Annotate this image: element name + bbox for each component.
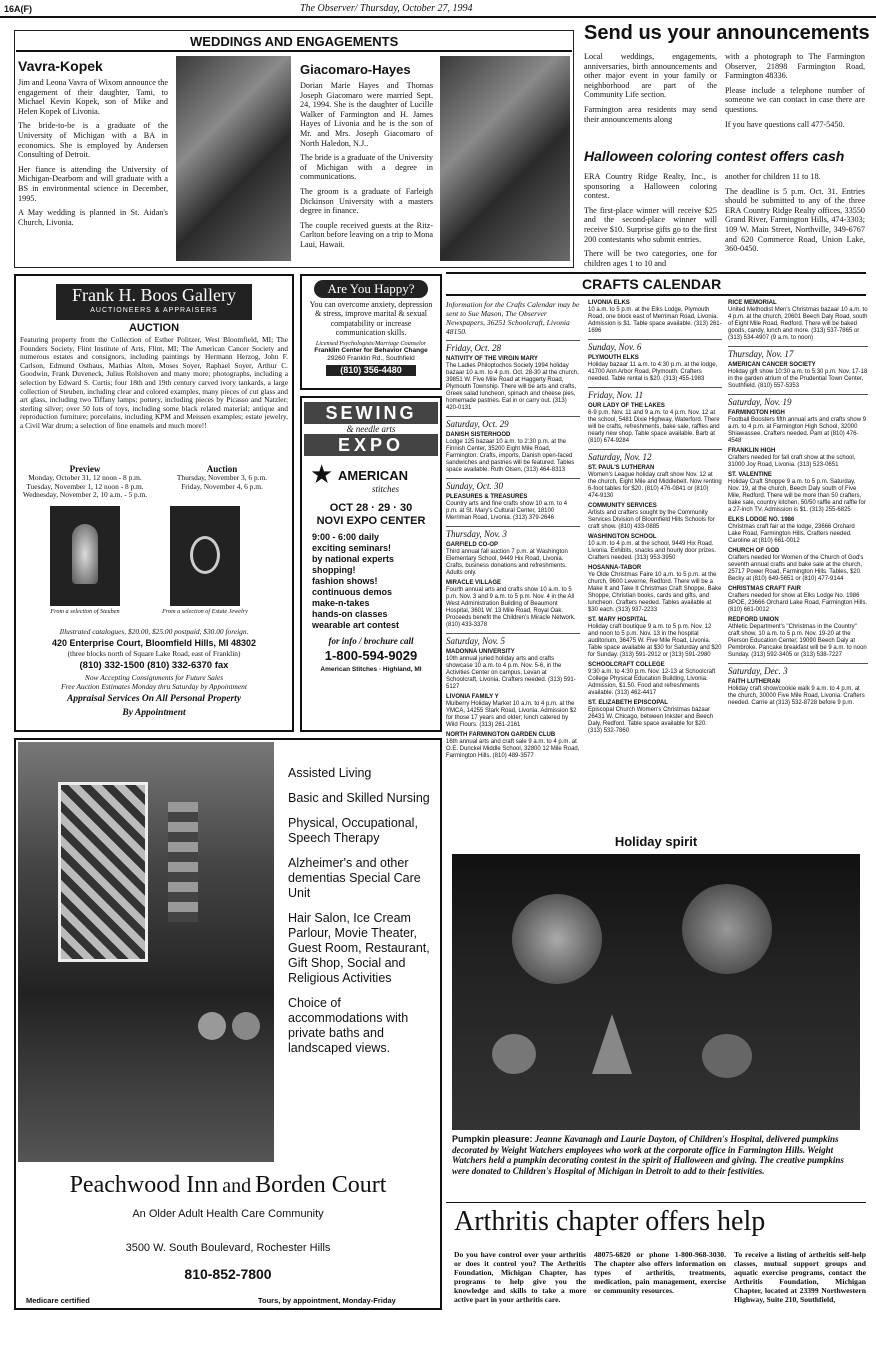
pumpkin-icon: [492, 1034, 536, 1074]
boos-preview-line: Tuesday, November 1, 12 noon - 8 p.m.: [26, 481, 144, 491]
expo-expo: EXPO: [304, 434, 438, 456]
person-icon: [682, 884, 772, 974]
crafts-event-body: Lodge 125 bazaar 10 a.m. to 2:30 p.m. at the Finnish Center, 35200 Eight Mile Road, Farmington. Crafts, imports, Danish open-faced sandwiches and pastries will be featured. Tables space available. Ruth Olsen, (313) 464-8313: [446, 439, 575, 473]
crafts-event-title: LIVONIA ELKS: [588, 300, 630, 306]
boos-logo-text: Frank H. Boos Gallery: [72, 285, 236, 305]
crafts-event-title: SCHOOLCRAFT COLLEGE: [588, 662, 665, 668]
crafts-event-body: 6-9 p.m. Nov. 11 and 9 a.m. to 4 p.m. Nov. 12 at the school, 5481 Dixie Highway, Waterford. There will be crafts, refreshments, bake sale, raffles and nearly new shop. Table space available. Barb at (810) 674-9284: [588, 410, 720, 444]
expo-item: fashion shows!: [312, 576, 378, 586]
crafts-event-body: Third annual fall auction 7 p.m. at Washington Elementary School, 9449 Hix Road, Livonia. Crafts, business donations and refreshments. Adults only.: [446, 549, 568, 576]
expo-item: wearable art contest: [312, 620, 400, 630]
peachwood-address: 3500 W. South Boulevard, Rochester Hills: [125, 1242, 331, 1254]
crafts-date-heading: Sunday, Oct. 30: [446, 478, 580, 491]
peachwood-service: Alzheimer's and other dementias Special Care Unit: [288, 856, 421, 900]
crafts-event-title: WASHINGTON SCHOOL: [588, 534, 657, 540]
peachwood-and: and: [222, 1175, 252, 1197]
expo-footer: American Stitches · Highland, MI: [320, 666, 422, 673]
star-icon: ★: [310, 460, 334, 489]
crafts-event-body: Christmas craft fair at the lodge, 23666 Orchard Lake Road, Farmington Hills. Crafters needed. Caroline at (810) 661-0012: [728, 524, 855, 544]
boos-consign: Now Accepting Consignments for Future Sales: [84, 673, 224, 682]
peachwood-service: Choice of accommodations with private baths and landscaped views.: [288, 996, 409, 1055]
crafts-event-title: PLYMOUTH ELKS: [588, 355, 639, 361]
expo-venue: NOVI EXPO CENTER: [316, 515, 426, 527]
page-number: 16A(F): [4, 4, 33, 14]
arthritis-col3: To receive a listing of arthritis self-help classes, mutual support groups and aquatic exercise programs, contact the Arthritis Foundation, Michigan Chapter, located at 23399 Northwestern Highway, Suite 210, Southfield,: [734, 1250, 866, 1304]
crafts-event-title: ELKS LODGE NO. 1986: [728, 517, 795, 523]
peachwood-tours: Tours, by appointment, Monday-Friday: [258, 1296, 396, 1305]
crafts-event-title: RICE MEMORIAL: [728, 300, 777, 306]
crafts-intro: Information for the Crafts Calendar may be sent to Sue Mason, The Observer Newspapers, 36251 Schoolcraft, Livonia 48150.: [446, 300, 580, 336]
crafts-event-body: United Methodist Men's Christmas bazaar 10 a.m. to 4 p.m. at the church, 20601 Beech Daly Road, south of Eight Mile Road, Redford. There will be baked goods, candy, lunch and more. (313) 537-7865 or (313) 534-4907 (9 a.m. to noon): [728, 307, 868, 341]
crafts-date-heading: Saturday, Nov. 5: [446, 633, 580, 646]
crafts-event-body: Artists and crafters sought by the Community Services Division of Bloomfield Hills Schools for craft show. (810) 433-0885: [588, 510, 715, 530]
happy-body: You can overcome anxiety, depression & stress, improve marital & sexual compatability or increase communication skills.: [309, 300, 433, 338]
crafts-date-heading: Saturday, Oct. 29: [446, 416, 580, 429]
happy-title: Are You Happy?: [314, 280, 428, 298]
boos-direction: (three blocks north of Square Lake Road, east of Franklin): [67, 649, 241, 658]
announce-para: Farmington area residents may send their announcements along: [584, 104, 717, 124]
giacomaro-para: The couple received guests at the Ritz-Carlton before leaving on a trip to Mona Laui, Hawaii.: [300, 220, 433, 249]
expo-needle: & needle arts: [346, 424, 396, 434]
vavra-para: A May wedding is planned in St. Aidan's Church, Livonia.: [18, 208, 168, 227]
crafts-event-body: Holiday gift show 10:30 a.m. to 5:30 p.m. Nov. 17-18 in the garden atrium of the Prudential Town Center, Southfield. (810) 557-5353: [728, 369, 868, 389]
peachwood-medicare: Medicare certified: [26, 1296, 90, 1305]
halloween-left: [584, 172, 717, 273]
crafts-event-body: Country arts and fine crafts show 10 a.m. to 4 p.m. at St. Mary's Cultural Center, 18100 Merriman Road, Livonia. (313) 379-2646: [446, 501, 568, 521]
peachwood-service: Basic and Skilled Nursing: [288, 791, 430, 805]
crafts-event-title: AMERICAN CANCER SOCIETY: [728, 362, 816, 368]
brooch-icon: [190, 536, 220, 574]
peachwood-name-line: [14, 1172, 442, 1199]
vavra-photo: [176, 56, 291, 261]
crafts-event-title: DANISH SISTERHOOD: [446, 432, 511, 438]
vavra-para: Jim and Leona Vavra of Wixom announce the engagement of their daughter, Tami, to Michael Kevin Kopek, son of Mike and Helen Kopek of Livonia.: [18, 78, 168, 116]
person-icon: [232, 1012, 260, 1040]
halloween-title: Halloween coloring contest offers cash: [584, 148, 845, 164]
holiday-lead: Pumpkin pleasure:: [452, 1134, 533, 1144]
vase-icon: [72, 524, 98, 584]
peachwood-service: Physical, Occupational, Speech Therapy: [288, 816, 418, 845]
holiday-caption-block: [452, 1134, 862, 1176]
peachwood-name: Peachwood Inn: [69, 1172, 219, 1198]
happy-addr: 29260 Franklin Rd., Southfield: [327, 354, 415, 362]
peachwood-services: [288, 766, 438, 1066]
vavra-para: Her fiance is attending the University of Michigan-Dearborn and will graduate with a BS in environmental science in December, 1995.: [18, 164, 168, 203]
halloween-para: There will be two categories, one for children ages 1 to 10 and: [584, 249, 717, 268]
announce-para: If you have questions call 477-5450.: [725, 119, 845, 129]
happy-ad: [300, 274, 442, 390]
weddings-rule: [16, 50, 572, 52]
crafts-event-body: Athletic Department's "Christmas in the Country" craft show, 10 a.m. to 5 p.m. Nov. 19-20 at the Pierson Education Center, 19090 Beech Daly at Pembroke. Pancake breakfast will be 9 a.m. to noon Sunday. (313) 592-3405 or (313) 538-7227: [728, 624, 867, 658]
giacomaro-para: Dorian Marie Hayes and Thomas Joseph Giacomaro were married Sept. 24, 1994. She is the daughter of Lucille Walker of Farmington and H. James Hayes of Livonia and he is the son of Mr. and Mrs. Joseph Giacomaro of North Haledon, N.J..: [300, 81, 433, 148]
vavra-para: The bride-to-be is a graduate of the University of Michigan with a BA in economics. She is employed by Andersen Consulting of Detroit.: [18, 121, 168, 160]
boos-appraisal: Appraisal Services On All Personal Property: [66, 694, 242, 704]
crafts-event-title: MADONNA UNIVERSITY: [446, 649, 515, 655]
boos-logo: [56, 284, 252, 320]
crafts-event-body: Crafters needed for fall craft show at the school, 31000 Joy Road, Livonia. (313) 523-0651: [728, 455, 856, 468]
header-rule: [0, 16, 876, 18]
crafts-top-rule: [446, 272, 866, 274]
crafts-event-title: COMMUNITY SERVICES: [588, 503, 657, 509]
boos-auction-line: Thursday, November 3, 6 p.m.: [176, 473, 268, 482]
pumpkin-icon: [702, 1034, 752, 1078]
crafts-event-body: Holiday craft boutique 9 a.m. to 5 p.m. Nov. 12 and noon to 5 p.m. Nov. 13 in the hospital auditorium, 36475 W. Five Mile Road, Livonia. Table space available at $30 for Saturday and $20 for Sunday. (313) 591-2912 or (313) 591-2980: [588, 624, 722, 658]
crafts-date-heading: Saturday, Nov. 19: [728, 394, 868, 407]
expo-item: continuous demos: [312, 587, 393, 597]
person-icon: [198, 1012, 226, 1040]
boos-preview-heading: Preview: [69, 464, 101, 474]
crafts-event-body: Crafters needed for Women of the Church of God's seventh annual crafts and bake sale at the church, 25717 Power Road, Farmington Hills. Tables, $20. Becky at (810) 649-5651 or (810) 477-9144: [728, 555, 864, 582]
expo-item: 9:00 - 6:00 daily: [312, 532, 380, 542]
giacomaro-para: The groom is a graduate of Farleigh Dickinson University with a masters degree in finance.: [300, 186, 433, 216]
crafts-event-body: Holiday craft show/cookie walk 9 a.m. to 4 p.m. at the church, 30000 Five Mile Road, Livonia. Crafters needed. Carrie at (313) 532-8728 before 9 p.m.: [728, 686, 865, 706]
crafts-event-title: MIRACLE VILLAGE: [446, 580, 501, 586]
happy-phone[interactable]: (810) 356-4480: [326, 365, 416, 376]
announce-para: Please include a telephone number of someone we can contact in case there are questions.: [725, 85, 865, 114]
announce-right: [725, 52, 865, 134]
crafts-event-title: FAITH LUTHERAN: [728, 679, 780, 685]
announce-left: [584, 52, 717, 129]
halloween-para: The first-place winner will receive $25 and the second-place winner will receive $10. Surprise gifts go to the first 200 contestants who submit entries.: [584, 205, 717, 244]
crafts-event-body: 10 a.m. to 4 p.m. at the school, 9449 Hix Road. Livonia. Exhibits, snacks and hourly door prizes. Crafters needed. (313) 953-3950: [588, 541, 717, 561]
person-icon: [512, 894, 602, 984]
arthritis-col2: 48075-6820 or phone 1-800-968-3030. The chapter also offers information on types of arthritis, treatments, medication, pain management, exercise or community resources.: [594, 1250, 726, 1295]
weddings-banner: WEDDINGS AND ENGAGEMENTS: [190, 34, 399, 49]
peachwood-service: Assisted Living: [288, 766, 372, 780]
expo-info: for info / brochure call: [328, 636, 414, 646]
crafts-event-body: The Ladies Philoptochos Society 1994 holiday bazaar 10 a.m. to 4 p.m. Oct. 28-30 at the church, 39851 W. Five Mile Road at Haggerty Road, Plymouth Township. There will be arts and crafts, Greek salad luncheon, spinach and cheese pies, homemade pastries. Eat in or carry out. (313) 420-0131: [446, 363, 579, 411]
happy-who: Licensed Psychologists/Marriage Counselor: [315, 339, 427, 347]
steuben-photo: [50, 506, 120, 606]
crafts-col2: [588, 300, 722, 738]
boos-preview: [20, 464, 150, 500]
crafts-col1: [446, 300, 580, 763]
crafts-event-title: OUR LADY OF THE LAKES: [588, 403, 665, 409]
crafts-event-title: ST. ELIZABETH EPISCOPAL: [588, 700, 668, 706]
holiday-title: Holiday spirit: [614, 834, 698, 849]
crafts-event-body: Crafters needed for show at Elks Lodge No. 1986 BPOE, 23666 Orchard Lake Road, Farmington Hills. (810) 661-0012: [728, 593, 868, 613]
boos-catalog: Illustrated catalogues, $20.00, $25.00 postpaid, $30.00 foreign.: [59, 627, 249, 636]
arthritis-col1: Do you have control over your arthritis or does it control you? The Arthritis Foundation, Michigan Chapter, has programs to help give you the knowledge and skills to take a more active part in your arthritis care.: [454, 1250, 586, 1304]
crafts-date-heading: Saturday, Nov. 12: [588, 449, 722, 462]
crafts-event-body: 9:30 a.m. to 4:30 p.m. Nov. 12-13 at Schoolcraft College Physical Education Building, Livonia. Admission, $1.50. Food and refreshments available. (313) 462-4417: [588, 669, 716, 696]
giacomaro-article: [300, 62, 433, 255]
pumpkin-icon: [592, 1014, 632, 1074]
boos-auction-label: AUCTION: [128, 322, 180, 334]
crafts-date-heading: Saturday, Dec. 3: [728, 663, 868, 676]
paper-dateline: The Observer/ Thursday, October 27, 1994: [300, 3, 473, 14]
boos-auction-heading: Auction: [206, 464, 238, 474]
crafts-event-title: ST. VALENTINE: [728, 472, 772, 478]
crafts-event-title: ST. MARY HOSPITAL: [588, 617, 648, 623]
crafts-event-body: 10th annual juried holiday arts and crafts showcase 10 a.m. to 4 p.m. Nov. 5-6, in the Activities Center on campus, Levan at Schoolcraft, Livonia. Crafters needed. (313) 591-5127: [446, 656, 576, 690]
holiday-photo: [452, 854, 860, 1130]
halloween-para: ERA Country Ridge Realty, Inc., is sponsoring a Halloween coloring contest.: [584, 172, 717, 201]
crafts-title-rule: [446, 294, 866, 296]
crafts-event-title: FRANKLIN HIGH: [728, 448, 776, 454]
jewelry-photo: [170, 506, 240, 606]
announce-para: with a photograph to The Farmington Observer, 21898 Farmington Road, Farmington 48336.: [725, 52, 865, 81]
jewelry-caption: From a selection of Estate Jewelry: [162, 608, 248, 615]
boos-auction-dates: [156, 464, 288, 491]
expo-item: make-n-takes: [312, 598, 370, 608]
crafts-event-body: Holiday bazaar 11 a.m. to 4:30 p.m. at the lodge, 41700 Ann Arbor Road, Plymouth. Crafters needed. Table rental is $20. (313) 455-1983: [588, 362, 718, 382]
crafts-event-title: CHRISTMAS CRAFT FAIR: [728, 586, 801, 592]
crafts-event-body: 16th annual arts and craft sale 9 a.m. to 4 p.m. at O.E. Dunckel Middle School, 32800 12 Mile Road, Farmington Hills. (810) 489-3577: [446, 739, 580, 759]
boos-address: 420 Enterprise Court, Bloomfield Hills, MI 48302: [51, 638, 257, 648]
expo-item: hands-on classes: [312, 609, 388, 619]
crafts-event-body: Fourth annual arts and crafts show 10 a.m. to 5 p.m. Nov. 3 and 9 a.m. to 5 p.m. Nov. 4 in the All West Administration Building of Beaumont Hospital, 3601 W. 13 Mile Road, Royal Oak. Proceeds benefit the Children's Miracle Network. (810) 433-3378: [446, 587, 576, 628]
happy-org: Franklin Center for Behavior Change: [314, 346, 428, 354]
halloween-right: [725, 172, 865, 259]
vavra-article: [18, 58, 168, 232]
halloween-para: another for children 11 to 18.: [725, 172, 821, 181]
expo-brand: AMERICAN: [338, 468, 409, 483]
crafts-event-body: Ye Olde Christmas Faire 10 a.m. to 5 p.m. at the church, 9600 Leverne, Redford. There will be a Make It and Take It Christmas Craft Shoppe, Bake Shoppe, Christian books, cards and gifts, and luncheon. Crafters needed. Tables available at $30 each. (313) 937-2233: [588, 572, 722, 613]
crafts-event-title: ST. PAUL'S LUTHERAN: [588, 465, 655, 471]
peachwood-phone[interactable]: 810-852-7800: [184, 1266, 272, 1282]
expo-list: [312, 532, 438, 631]
crafts-date-heading: Sunday, Nov. 6: [588, 339, 722, 352]
crafts-event-title: REDFORD UNION: [728, 617, 779, 623]
expo-sewing: SEWING: [304, 402, 438, 424]
peachwood-court: Borden Court: [255, 1172, 387, 1198]
arthritis-title: Arthritis chapter offers help: [454, 1206, 766, 1237]
expo-item: by national experts: [312, 554, 395, 564]
arthritis-rule: [446, 1202, 866, 1203]
crafts-event-title: NATIVITY OF THE VIRGIN MARY: [446, 356, 538, 362]
crafts-event-body: 10 a.m. to 5 p.m. at the Elks Lodge, Plymouth Road, one block east of Merriman Road, Livonia. Admission is $1. Table space available. (313) 261-1696: [588, 307, 722, 334]
expo-dates: OCT 28 · 29 · 30: [329, 502, 413, 514]
giacomaro-para: The bride is a graduate of the University of Michigan with a degree in communications.: [300, 153, 433, 182]
crafts-col3: [728, 300, 868, 710]
crafts-event-title: CHURCH OF GOD: [728, 548, 780, 554]
announce-title: Send us your announcements: [584, 22, 870, 44]
boos-auction-line: Friday, November 4, 6 p.m.: [181, 481, 263, 491]
crafts-event-title: PLEASURES & TREASURES: [446, 494, 528, 500]
expo-brand2: stitches: [372, 484, 399, 494]
crafts-event-body: Mulberry Holiday Market 10 a.m. to 4 p.m. at the YMCA, 14255 Stark Road, Livonia. Admission $2 for those 17 years and older; lunch catered by Wild Flours. (313) 261-2161: [446, 701, 577, 728]
crafts-event-title: GARFIELD CO-OP: [446, 542, 498, 548]
holiday-caption: Jeanne Kavanagh and Laurie Dayton, of Children's Hospital, delivered pumpkins decorated by Weight Watchers employees who work at the corporate office in Farmington Hills. Weight Watchers held a pumpkin decorating contest in the spirit of Halloween and giving. The creative pumpkins were donated to Children's Hospital of Michigan in Detroit to add to their festivities.: [452, 1134, 844, 1176]
boos-sub: AUCTIONEERS & APPRAISERS: [90, 307, 218, 314]
quilt-icon: [168, 802, 198, 922]
vavra-title: Vavra-Kopek: [18, 58, 103, 74]
crafts-event-title: NORTH FARMINGTON GARDEN CLUB: [446, 732, 556, 738]
quilt-icon: [58, 782, 148, 962]
crafts-event-body: Football Boosters fifth annual arts and crafts show 9 a.m. to 4 p.m. at Farmington High School, 32000 Shiawassee. Crafters needed. Pam at (810) 476-4548: [728, 417, 867, 444]
boos-preview-line: Wednesday, November 2, 10 a.m. - 5 p.m.: [22, 490, 148, 500]
crafts-event-title: FARMINGTON HIGH: [728, 410, 785, 416]
crafts-event-title: HOSANNA-TABOR: [588, 565, 642, 571]
peachwood-service: Hair Salon, Ice Cream Parlour, Movie Theater, Guest Room, Restaurant, Gift Shop, Social and Religious Activities: [288, 911, 430, 985]
crafts-date-heading: Thursday, Nov. 17: [728, 346, 868, 359]
crafts-event-body: Women's League holiday craft show Nov. 12 at the church, Eight Mile and Middlebelt. Now renting 6-foot tables for $20. (810) 476-0841 or (810) 474-9130: [588, 472, 722, 499]
boos-appt: By Appointment: [122, 708, 186, 718]
crafts-event-body: Holiday Craft Shoppe 9 a.m. to 5 p.m. Saturday, Nov. 19, at the church, Beech Daly south of Five Mile, Redford. There will be more than 50 crafters, bake sale, country kitchen, 50/50 raffle and raffle for a 27-inch TV. Admission is $1. (313) 255-6825: [728, 479, 866, 513]
boos-desc: Featuring property from the Collection of Esther Politzer, West Bloomfield, MI; The Founders Society, Flint Institute of Arts, Flint, MI; The American Cancer Society and numerous estates and consignors, including paintings by Hermann Herzog, John F. Carlson, Edmund Osthaus, Mathias Alten, Moses Soyer, Raphael Soyer, Arthur C. Goodwin, Frank Duveneck, Julius Rolshoven and many more; photographs, including a selection by Edward S. Curtis; four 18th and 19th century carved ivory tankards, a large collection of Steuben, including clear and colored examples, many pieces of cut glass and art glass, including two Tiffany lamps; pottery, including pieces by Picasso and Natzler; sterling silver; over 50 lots of toys, including some black related material; antique and reproduction furniture; porcelains, including KPM and Meissen examples; estate jewelry, a Civil War drum; a selection of fine enamels and much more!!: [20, 335, 288, 430]
peachwood-tagline: An Older Adult Health Care Community: [132, 1208, 324, 1220]
expo-item: exciting seminars!: [312, 543, 392, 553]
crafts-event-body: Episcopal Church Women's Christmas bazaar 26431 W. Chicago, between Inkster and Beech Daly, Redford. Table space available for $20. (313) 532-7860: [588, 707, 714, 734]
halloween-para: The deadline is 5 p.m. Oct. 31. Entries should be submitted to any of the three ERA Country Ridge Realty offices, 33550 Grand River, Farmington Hills, 474-3303; 109 W. Main Street, Northville, 349-6767 and 620 Commerce Road, Union Lake, 360-0450.: [725, 186, 865, 254]
boos-phone[interactable]: (810) 332-1500 (810) 332-6370 fax: [79, 660, 229, 671]
giacomaro-photo: [440, 56, 570, 261]
crafts-date-heading: Thursday, Nov. 3: [446, 526, 580, 539]
crafts-date-heading: Friday, Oct. 28: [446, 340, 580, 353]
expo-phone[interactable]: 1-800-594-9029: [324, 648, 418, 663]
steuben-caption: From a selection of Steuben: [50, 608, 120, 615]
crafts-event-title: LIVONIA FAMILY Y: [446, 694, 499, 700]
boos-preview-line: Monday, October 31, 12 noon - 8 p.m.: [28, 473, 142, 482]
crafts-date-heading: Friday, Nov. 11: [588, 387, 722, 400]
announce-para: Local weddings, engagements, anniversaries, birth announcements and other major event in your family or neighborhood are part of the Community Life section.: [584, 52, 717, 100]
boos-estimates: Free Auction Estimates Monday thru Saturday by Appointment: [61, 682, 247, 691]
expo-item: shopping!: [312, 565, 356, 575]
crafts-title: CRAFTS CALENDAR: [582, 276, 722, 292]
giacomaro-title: Giacomaro-Hayes: [300, 62, 411, 77]
peachwood-photo: [18, 742, 274, 1162]
